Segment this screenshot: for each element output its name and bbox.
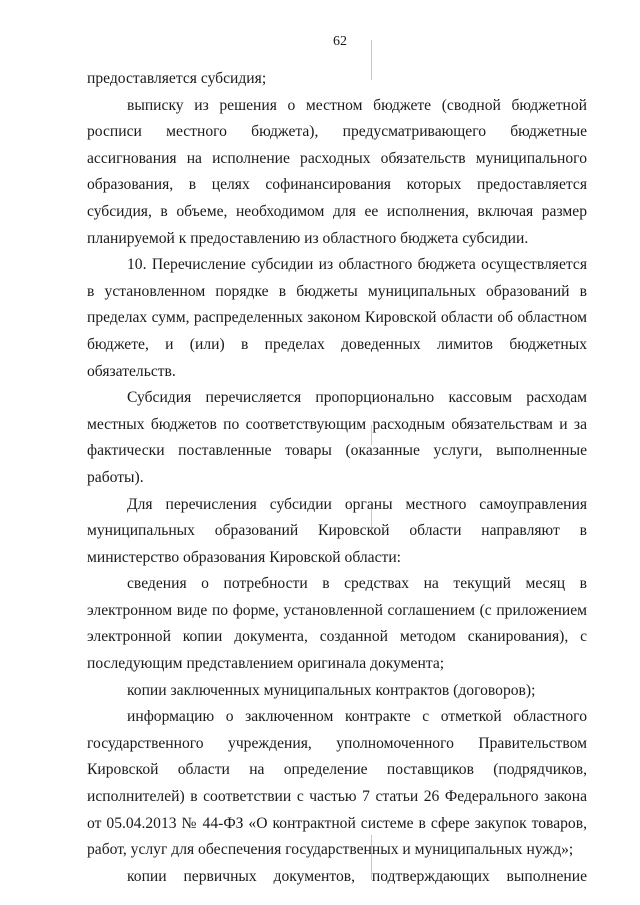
paragraph: выписку из решения о местном бюджете (сводной бюджетной росписи местного бюджета), предусматривающего бюджетные ассигнования на исполнение расходных обязательств муниципального образования, в целях софинансирования которых предоставляется субсидия, в объеме, необходимом для ее исполнения, включая размер планируемой к предоставлению из областного бюджета субсидии.: [87, 96, 587, 247]
paragraph: Субсидия перечисляется пропорционально кассовым расходам местных бюджетов по соответствующим расходным обязательствам и за фактически поставленные товары (оказанные услуги, выполненные работы).: [87, 389, 587, 486]
document-body: [87, 66, 587, 890]
paragraph: копии первичных документов, подтверждающих выполнение: [127, 867, 587, 885]
paragraph: сведения о потребности в средствах на текущий месяц в электронном виде по форме, установленной соглашением (с приложением электронной копии документа, созданной методом сканирования), с последующим представлением оригинала документа;: [87, 575, 587, 673]
paragraph: Для перечисления субсидии органы местного самоуправления муниципальных образований Кировской области направляют в министерство образования Кировской области:: [87, 495, 587, 566]
paragraph: копии заключенных муниципальных контрактов (договоров);: [127, 681, 536, 699]
paragraph: 10. Перечисление субсидии из областного бюджета осуществляется в установленном порядке в бюджеты муниципальных образований в пределах сумм, распределенных законом Кировской области об областном бюджете, и (или) в пределах доведенных лимитов бюджетных обязательств.: [87, 256, 587, 380]
paragraph: предоставляется субсидия;: [87, 70, 267, 87]
page-number: 62: [333, 34, 347, 49]
paragraph: информацию о заключенном контракте с отметкой областного государственного учреждения, уполномоченного Правительством Кировской области на определение поставщиков (подрядчиков, исполнителей) в соответствии с частью 7 статьи 26 Федерального закона от 05.04.2013 № 44-ФЗ «О контрактной системе в сфере закупок товаров, работ, услуг для обеспечения государственных и муниципальных нужд»;: [87, 708, 587, 859]
